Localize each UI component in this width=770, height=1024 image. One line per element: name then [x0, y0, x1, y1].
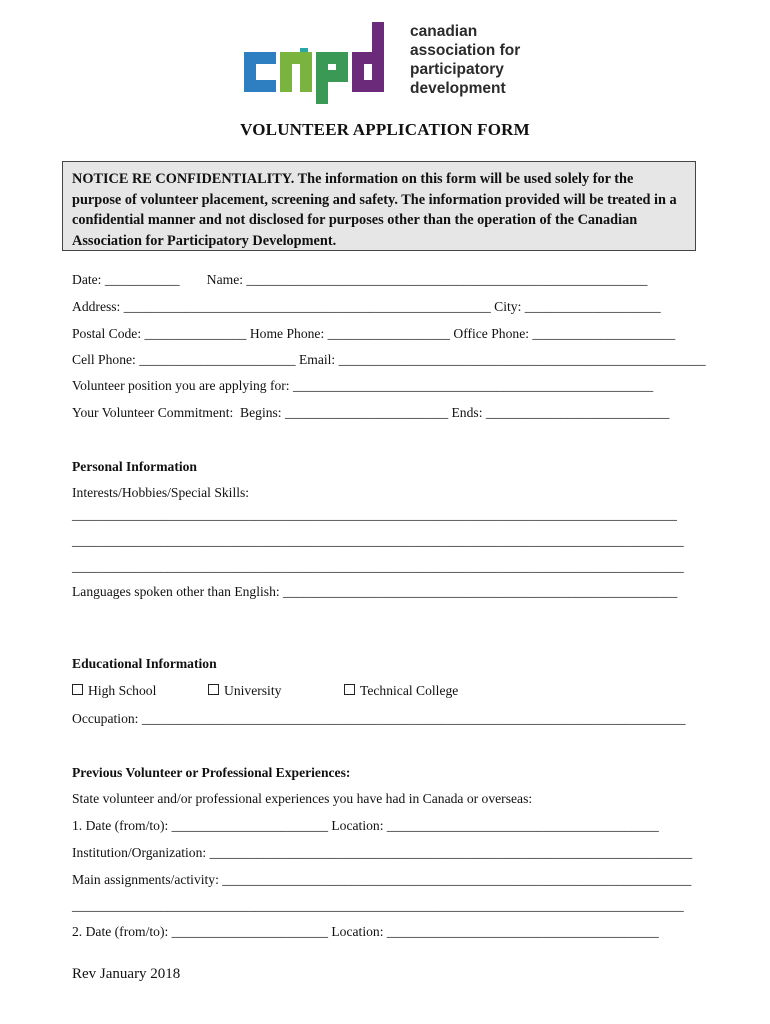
confidentiality-notice: NOTICE RE CONFIDENTIALITY. The information on this form will be used solely for the purpose of volunteer placement, screening and safety. The information provided will be treated in a confidential manner and not disclosed for purposes other than the operation of the Canadian Association for Participatory Development. [62, 161, 696, 251]
checkbox-icon[interactable] [208, 684, 219, 695]
position-text: Volunteer position you are applying for: _____________________________________________________ [72, 378, 654, 393]
institution-text: Institution/Organization: _______________________________________________________________________ [72, 845, 693, 860]
postal-phones-field[interactable] [72, 326, 675, 342]
logo-wordmark [410, 22, 520, 98]
form-title: VOLUNTEER APPLICATION FORM [240, 120, 530, 139]
checkbox-icon[interactable] [72, 684, 83, 695]
date-location-text: 1. Date (from/to): _______________________ Location: ________________________________________ [72, 818, 659, 833]
position-field[interactable] [72, 378, 653, 394]
experience-heading: Previous Volunteer or Professional Experiences: [72, 765, 351, 780]
experience-2-date-location[interactable] [72, 924, 659, 940]
institution-field[interactable] [72, 845, 692, 861]
experience-intro: State volunteer and/or professional experiences you have had in Canada or overseas: [72, 791, 533, 806]
assignments-blank[interactable] [72, 898, 684, 914]
date-name-field[interactable] [72, 272, 647, 288]
checkbox-label: University [224, 683, 282, 698]
occupation-text: Occupation: ________________________________________________________________________________ [72, 711, 686, 726]
checkbox-technical-college[interactable] [344, 683, 458, 699]
commitment-field[interactable] [72, 405, 669, 421]
logo-line-2: association for [410, 42, 521, 59]
blank-text: __________________________________________________________________________________________ [72, 898, 684, 913]
logo-letter-c [244, 52, 276, 92]
interests-blank-3[interactable] [72, 559, 684, 575]
assignments-text: Main assignments/activity: _____________________________________________________________________ [72, 872, 692, 887]
occupation-field[interactable] [72, 711, 686, 727]
cnpd-logo-graphic [240, 18, 410, 110]
languages-field[interactable] [72, 584, 677, 600]
cnpd-logo [240, 18, 540, 110]
logo-letter-n [280, 52, 312, 92]
cell-email-field[interactable] [72, 352, 706, 368]
checkbox-icon[interactable] [344, 684, 355, 695]
checkbox-high-school[interactable] [72, 683, 156, 699]
education-heading: Educational Information [72, 656, 217, 671]
languages-text: Languages spoken other than English: __________________________________________________________ [72, 584, 678, 599]
address-city-field[interactable] [72, 299, 661, 315]
assignments-field[interactable] [72, 872, 691, 888]
logo-line-4: development [410, 80, 506, 97]
personal-heading: Personal Information [72, 459, 197, 474]
interests-blank-1[interactable] [72, 507, 677, 523]
logo-line-1: canadian [410, 23, 478, 40]
commitment-text: Your Volunteer Commitment: Begins: ________________________ Ends: ___________________________ [72, 405, 670, 420]
address-city-text: Address: ______________________________________________________ City: ____________________ [72, 299, 661, 314]
experience-1-date-location[interactable] [72, 818, 659, 834]
blank-text: __________________________________________________________________________________________ [72, 559, 684, 574]
checkbox-label: High School [88, 683, 157, 698]
blank-text: _________________________________________________________________________________________ [72, 507, 677, 522]
revision-footer: Rev January 2018 [72, 966, 181, 982]
blank-text: __________________________________________________________________________________________ [72, 533, 684, 548]
logo-letter-p [316, 52, 348, 104]
interests-blank-2[interactable] [72, 533, 684, 549]
checkbox-label: Technical College [360, 683, 459, 698]
checkbox-university[interactable] [208, 683, 281, 699]
date-location-text: 2. Date (from/to): _______________________ Location: ________________________________________ [72, 924, 659, 939]
interests-label: Interests/Hobbies/Special Skills: [72, 485, 250, 500]
cell-email-text: Cell Phone: _______________________ Email: ______________________________________________________ [72, 352, 706, 367]
logo-letter-d [352, 22, 384, 92]
postal-phones-text: Postal Code: _______________ Home Phone: __________________ Office Phone: _____________________ [72, 326, 676, 341]
logo-line-3: participatory [410, 61, 504, 78]
date-name-text: Date: ___________ Name: ___________________________________________________________ [72, 272, 648, 287]
